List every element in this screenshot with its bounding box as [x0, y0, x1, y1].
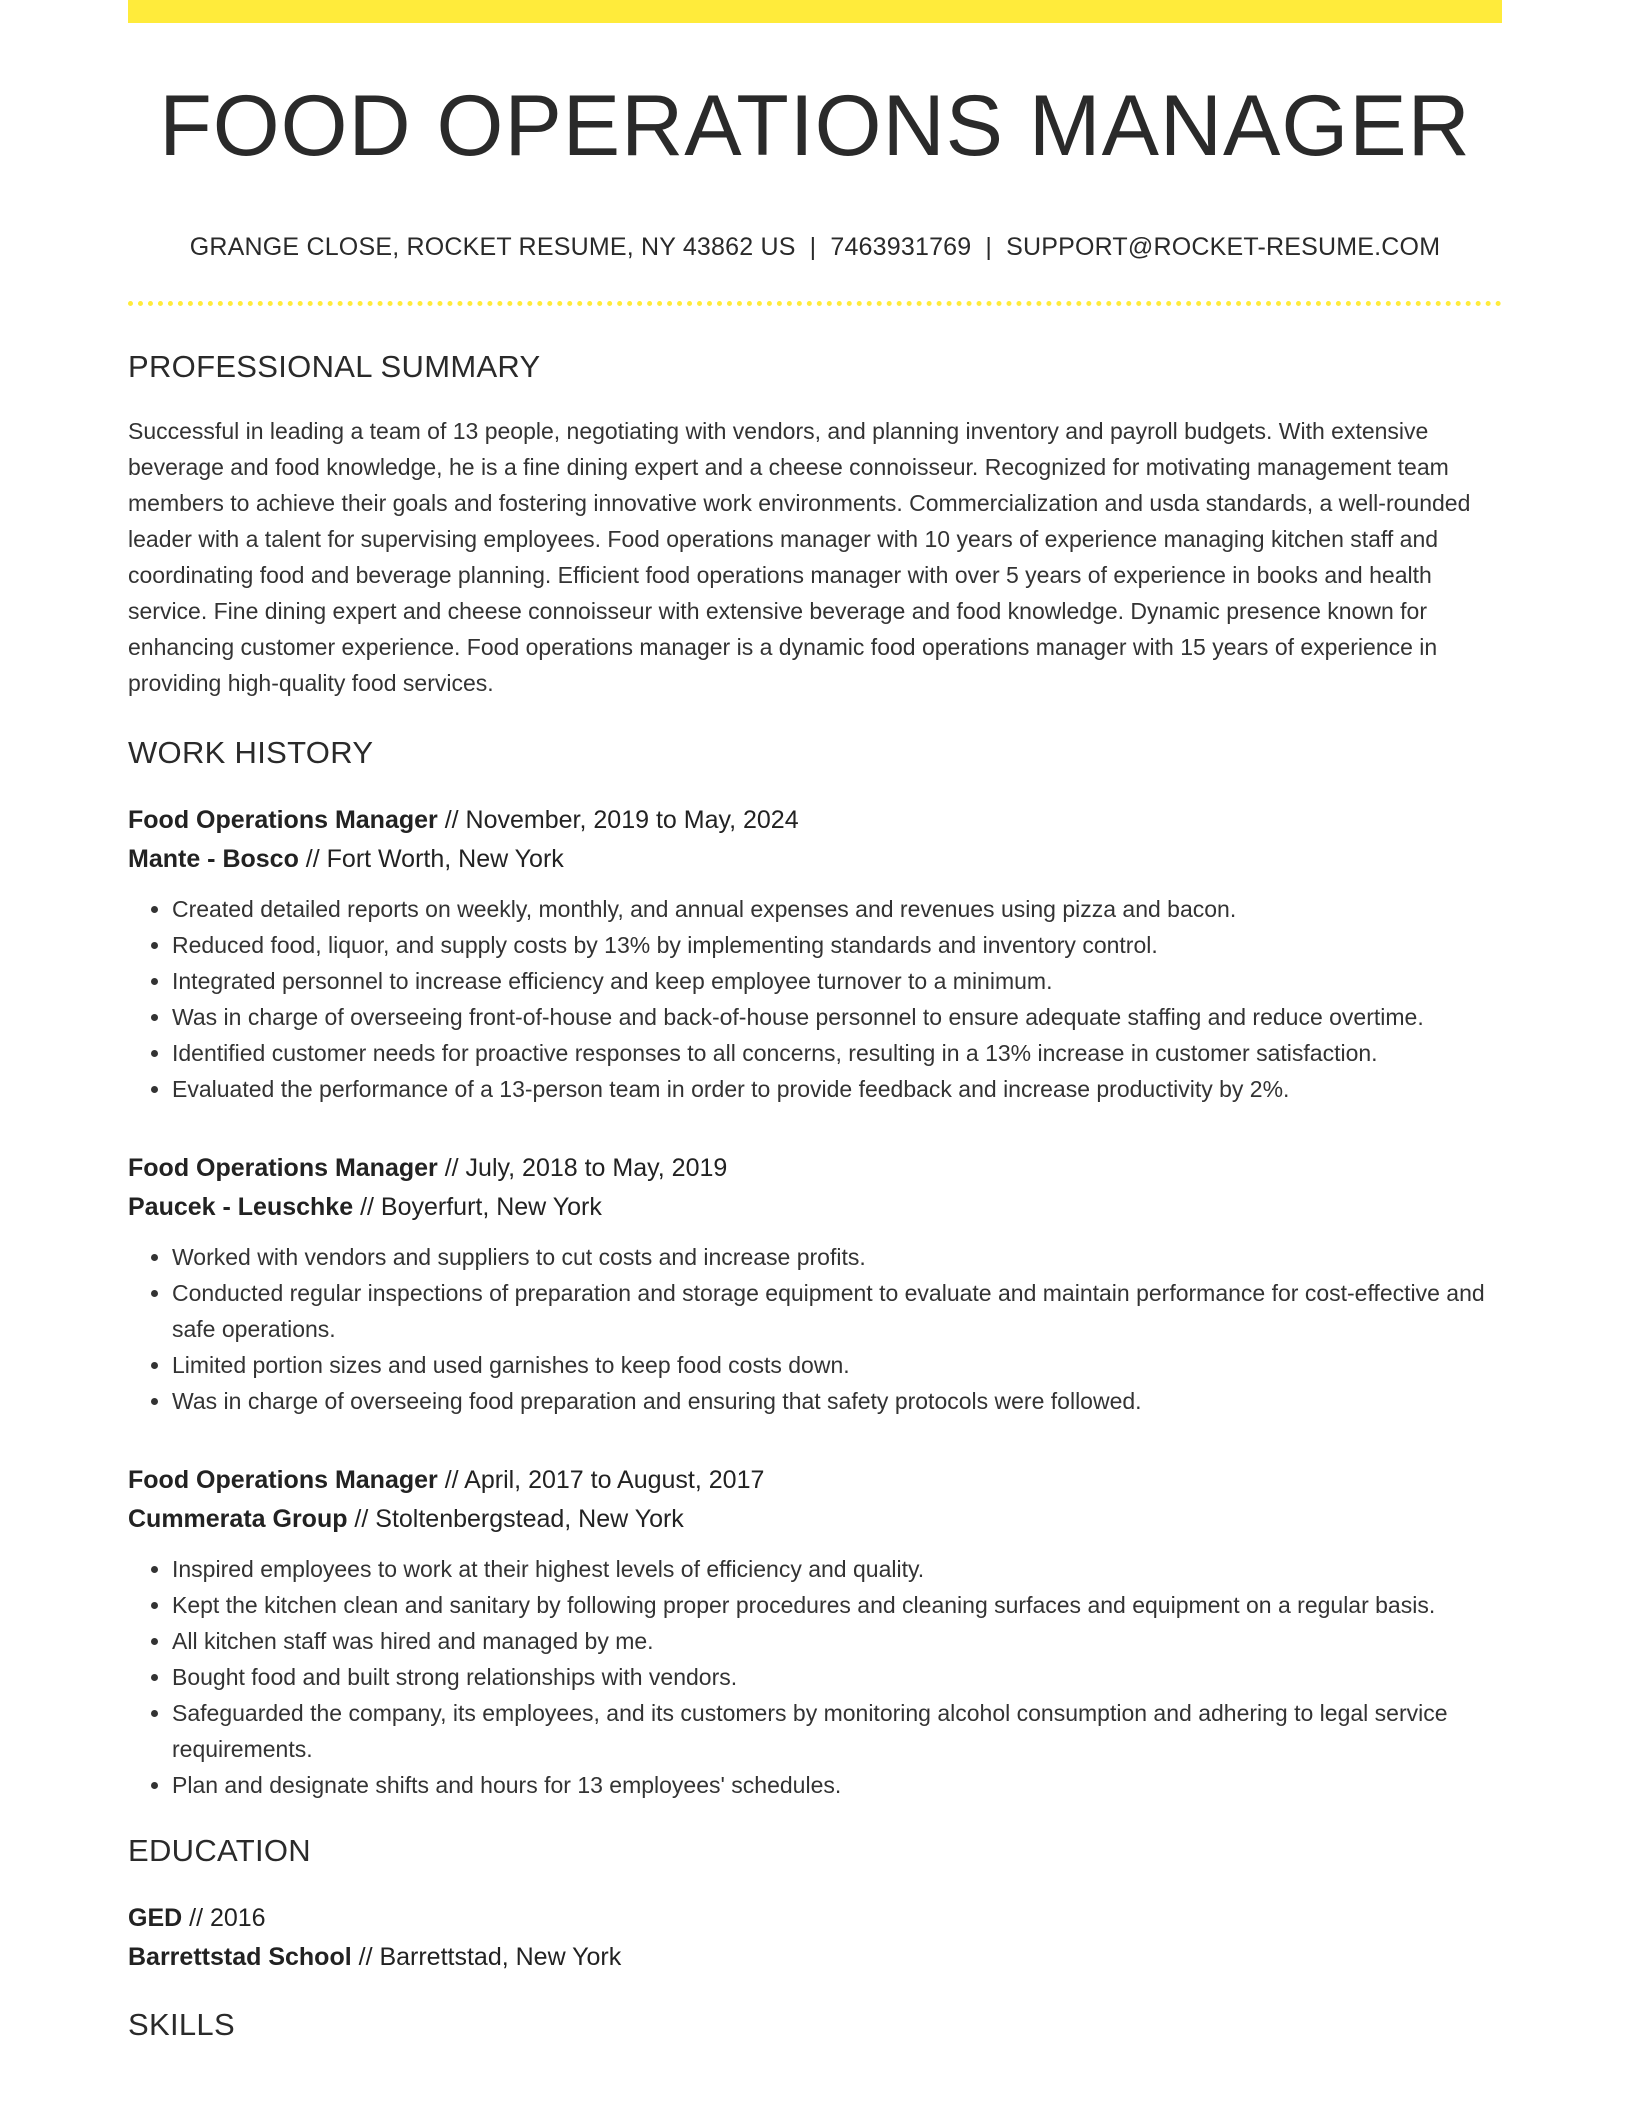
education-year: // 2016	[182, 1904, 266, 1933]
top-accent-bar	[128, 0, 1502, 23]
contact-address: GRANGE CLOSE, ROCKET RESUME, NY 43862 US	[189, 233, 796, 262]
education-school-line	[128, 1938, 1502, 1977]
job-bullet: • Identified customer needs for proactive responses to all concerns, resulting in a 13% increase in customer satisfaction.	[172, 1035, 1502, 1071]
job-bullet: • Plan and designate shifts and hours for 13 employees' schedules.	[172, 1767, 1502, 1803]
education-degree-line	[128, 1899, 1502, 1938]
job-role-line	[128, 1461, 1502, 1500]
job-bullet: • Created detailed reports on weekly, monthly, and annual expenses and revenues using pizza and bacon.	[172, 891, 1502, 927]
job-bullet: • Bought food and built strong relationships with vendors.	[172, 1659, 1502, 1695]
job-bullet: • Safeguarded the company, its employees, and its customers by monitoring alcohol consumption and adhering to legal service requirements.	[172, 1695, 1502, 1767]
education-school: Barrettstad School	[128, 1943, 352, 1972]
job-bullet: • Inspired employees to work at their highest levels of efficiency and quality.	[172, 1551, 1502, 1587]
education-heading: EDUCATION	[128, 1833, 311, 1869]
contact-separator: |	[809, 233, 817, 262]
job-company-line	[128, 1188, 1502, 1227]
education-entry	[128, 1899, 1502, 1977]
job-bullet: • Reduced food, liquor, and supply costs by 13% by implementing standards and inventory control.	[172, 927, 1502, 963]
education-location: // Barrettstad, New York	[351, 1943, 622, 1972]
job-role: Food Operations Manager	[128, 1466, 438, 1495]
job-bullet: • Was in charge of overseeing food preparation and ensuring that safety protocols were followed.	[172, 1383, 1502, 1419]
summary-text: Successful in leading a team of 13 people, negotiating with vendors, and planning inventory and payroll budgets. With extensive beverage and food knowledge, he is a fine dining expert and a cheese connoisseur. Recognized for motivating management team members to achieve their goals and fostering innovative work environments. Commercialization and usda standards, a well-rounded leader with a talent for supervising employees. Food operations manager with 10 years of experience managing kitchen staff and coordinating food and beverage planning. Efficient food operations manager with over 5 years of experience in books and health service. Fine dining expert and cheese connoisseur with extensive beverage and food knowledge. Dynamic presence known for enhancing customer experience. Food operations manager is a dynamic food operations manager with 15 years of experience in providing high-quality food services.	[128, 418, 1471, 697]
job-entry	[128, 801, 1502, 1107]
job-role: Food Operations Manager	[128, 1154, 438, 1183]
job-bullet: • Kept the kitchen clean and sanitary by following proper procedures and cleaning surfaces and equipment on a regular basis.	[172, 1587, 1502, 1623]
job-company-line	[128, 840, 1502, 879]
job-company: Cummerata Group	[128, 1505, 348, 1534]
job-company: Paucek - Leuschke	[128, 1193, 354, 1222]
job-bullets	[128, 1551, 1502, 1803]
job-location: // Boyerfurt, New York	[353, 1193, 602, 1222]
job-dates: // November, 2019 to May, 2024	[437, 806, 799, 835]
job-entry	[128, 1461, 1502, 1803]
contact-line	[128, 233, 1502, 262]
summary-heading: PROFESSIONAL SUMMARY	[128, 349, 541, 385]
job-bullet: • All kitchen staff was hired and managed by me.	[172, 1623, 1502, 1659]
dotted-divider	[128, 301, 1502, 306]
job-role: Food Operations Manager	[128, 806, 438, 835]
job-bullet: • Was in charge of overseeing front-of-house and back-of-house personnel to ensure adequate staffing and reduce overtime.	[172, 999, 1502, 1035]
job-location: // Stoltenbergstead, New York	[347, 1505, 684, 1534]
job-dates: // July, 2018 to May, 2019	[437, 1154, 728, 1183]
resume-page	[128, 0, 1502, 2043]
contact-email: SUPPORT@ROCKET-RESUME.COM	[1006, 233, 1441, 262]
contact-phone: 7463931769	[830, 233, 972, 262]
job-bullet: • Evaluated the performance of a 13-person team in order to provide feedback and increase productivity by 2%.	[172, 1071, 1502, 1107]
job-location: // Fort Worth, New York	[298, 845, 564, 874]
job-bullet: • Limited portion sizes and used garnishes to keep food costs down.	[172, 1347, 1502, 1383]
work-history-heading: WORK HISTORY	[128, 735, 374, 771]
job-bullets	[128, 1239, 1502, 1419]
job-bullets	[128, 891, 1502, 1107]
job-dates: // April, 2017 to August, 2017	[437, 1466, 765, 1495]
resume-title: FOOD OPERATIONS MANAGER	[159, 78, 1471, 174]
job-bullet: • Conducted regular inspections of preparation and storage equipment to evaluate and maintain performance for cost-effective and safe operations.	[172, 1275, 1502, 1347]
job-company: Mante - Bosco	[128, 845, 299, 874]
job-bullet: • Worked with vendors and suppliers to cut costs and increase profits.	[172, 1239, 1502, 1275]
job-company-line	[128, 1500, 1502, 1539]
job-bullet: • Integrated personnel to increase efficiency and keep employee turnover to a minimum.	[172, 963, 1502, 999]
skills-heading: SKILLS	[128, 2007, 235, 2043]
education-degree: GED	[128, 1904, 183, 1933]
job-role-line	[128, 1149, 1502, 1188]
contact-separator: |	[985, 233, 993, 262]
job-role-line	[128, 801, 1502, 840]
job-entry	[128, 1149, 1502, 1419]
